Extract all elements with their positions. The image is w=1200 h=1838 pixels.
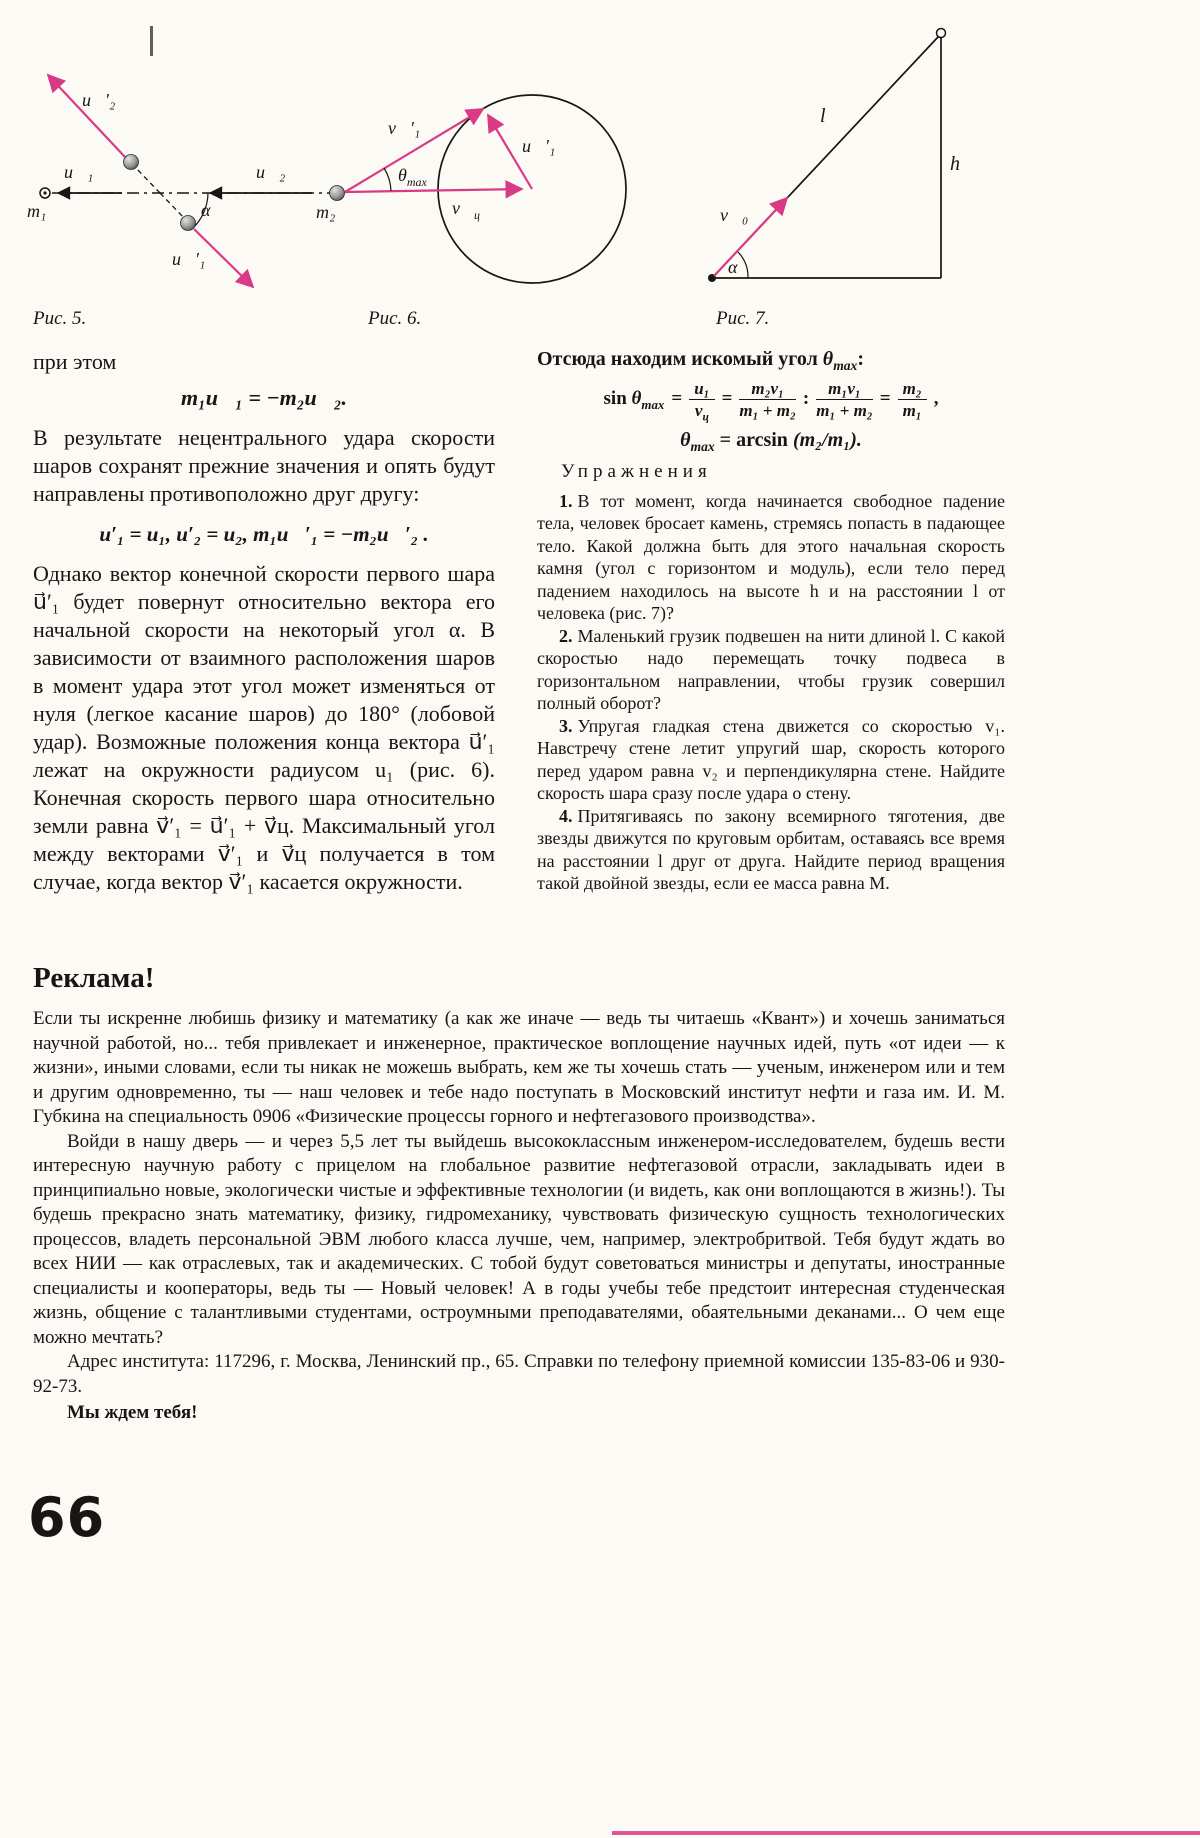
lead-text: Отсюда находим искомый угол [537, 348, 823, 370]
fraction-u1-vc: $\frac{\text{u₁}}{v_ц}$ [689, 379, 714, 421]
theta-max-label: $\theta_{max}$ [398, 165, 427, 189]
lead-colon: : [857, 348, 865, 370]
exercises-heading: Упражнения [561, 461, 712, 483]
page-number: 66 [28, 1486, 106, 1549]
exercise-item-1 [537, 490, 1005, 625]
paragraph-1: В результате нецентрального удара скорости шаров сохранят прежние значения и опять будут направлены противоположно друг другу: [33, 425, 495, 506]
sin-theta-equation [537, 378, 1005, 424]
arcsin-function: arcsin [736, 428, 788, 451]
figures-strip [0, 0, 1200, 348]
u2-label: u⃗₂ [256, 162, 286, 182]
falling-body-icon [937, 29, 946, 38]
exercise-number: 3. [559, 715, 573, 736]
v1-prime-label: v⃗′₁ [388, 118, 421, 138]
ball-2-after-icon [124, 155, 139, 170]
fig5-caption: Рис. 5. [33, 308, 87, 329]
exercise-text: Упругая гладкая стена движется со скоростью v₁. Навстречу стене летит упругий шар, скорость которого перед ударом равна v₂ и перпендикулярна стене. Найдите скорость шара сразу после удара о стену. [537, 715, 1005, 804]
fraction-m1v1: $\frac{\text{m₁v₁}}{\text{m₁ + m₂}}$ [816, 378, 873, 421]
vc-vector-arrow [345, 189, 522, 192]
section-lead [537, 348, 1005, 371]
u2-prime-label: u⃗′₂ [82, 90, 116, 110]
right-column [537, 348, 1005, 896]
vc-denominator: $v_ц$ [694, 401, 709, 424]
arcsin-argument: (m₂/m₁). [787, 428, 862, 451]
ad-closing-line: Мы ждем тебя! [67, 1402, 198, 1423]
l-label: l [820, 105, 826, 127]
u1-prime-label-fig6: u⃗′₁ [522, 136, 556, 156]
exercise-text: Притягиваясь по закону всемирного тяготения, две звезды движутся по круговым орбитам, оставаясь все время на расстоянии l друг от друга. Найдите период вращения такой двойной звезды, если ее масса равна M. [537, 805, 1005, 894]
alpha-label-fig7: α [728, 257, 738, 277]
fig7-diagram [708, 29, 960, 283]
exercise-item-4 [537, 805, 1005, 895]
exercise-item-3 [537, 715, 1005, 805]
left-column [33, 348, 495, 896]
sin-term: $\sin \theta_{max}$ [603, 388, 665, 413]
u1-label: u⃗₁ [64, 162, 94, 182]
exercise-number: 4. [559, 805, 573, 826]
equals-2: = [721, 388, 733, 410]
theta-max-lhs: $\theta_{max}$ [680, 428, 715, 454]
alpha-label: α [201, 200, 211, 220]
exercise-number: 2. [559, 625, 573, 646]
fraction-m2v1: $\frac{\text{m₂v₁}}{\text{m₁ + m₂}}$ [739, 378, 796, 421]
h-label: h [950, 153, 960, 175]
fig7-caption: Рис. 7. [716, 308, 770, 329]
m1-label: m₁ [27, 201, 47, 221]
equals-3: = [879, 388, 891, 410]
scan-artifact-bottom [612, 1831, 1200, 1835]
u1-prime-label: u⃗′₁ [172, 249, 206, 269]
exercise-number: 1. [559, 490, 573, 511]
intro-line: при этом [33, 349, 117, 374]
institute-address: Адрес института: 117296, г. Москва, Ленинский пр., 65. Справки по телефону приемной комиссии 135-83-06 и 930-92-73. [33, 1351, 1005, 1397]
ball-m2-icon [330, 186, 345, 201]
fig5-diagram [27, 75, 345, 287]
v0-label: v⃗₀ [720, 205, 749, 225]
ball-m1-center-dot [43, 191, 46, 194]
exercise-item-2 [537, 625, 1005, 715]
u2-prime-vector-arrow [48, 75, 125, 157]
article-columns [33, 348, 1005, 896]
ad-paragraph-1: Если ты искренне любишь физику и математику (а как же иначе — ведь ты читаешь «Квант») и хочешь заниматься научной работой, но... тебя привлекает и инженерное, практическое воплощение научных идей, путь «от идеи — к жизни», иными словами, если ты никак не можешь выбрать, кем же ты хочешь стать — ученым, инженером или и тем и другим одновременно, ты — наш человек и тебе надо поступать в Московский институт нефти и газа им. И. М. Губкина на специальность 0906 «Физические процессы горного и нефтегазового производства». [33, 1008, 1005, 1127]
ball-1-after-icon [181, 216, 196, 231]
ad-paragraph-2: Войди в нашу дверь — и через 5,5 лет ты выйдешь высококлассным инженером-исследователем, будешь вести интересную научную работу с прицелом на глобальное развитие нефтегазовой отрасли, закладывать идеи в принципиально новые, экологически чистые и эффективные технологии (и видеть, как они воплощаются в жизнь!). Ты будешь прекрасно знать математику, физику, гидромеханику, чувствовать физическую сущность технологических процессов, владеть персональной ЭВМ любого класса лучше, чем, например, электробритвой. Тебя будут ждать во всех НИИ — как отраслевых, так и академических. С тобой будут советоваться министры и депутаты, иностранные специалисты и кооператоры, ведь ты — Новый человек! А в годы учебы тебе предстоит интересная студенческая жизнь, общение с талантливыми студентами, остроумными преподавателями, обаятельными деканами... О чем еще можно мечтать? [33, 1130, 1005, 1348]
ad-title: Реклама! [33, 962, 155, 994]
advertisement-section [33, 962, 1005, 1426]
fraction-m2-m1: $\frac{\text{m₂}}{\text{m₁}}$ [898, 379, 927, 421]
speeds-equation: u′₁ = u₁, u′₂ = u₂, m₁u⃗′₁ = −m₂u⃗′₂ . [99, 522, 429, 546]
theta-max-symbol: $\theta_{max}$ [822, 348, 858, 373]
momentum-equation: m₁u⃗₁ = −m₂u⃗₂. [181, 385, 347, 410]
exercise-text: Маленький грузик подвешен на нити длиной l. С какой скоростью надо перемещать точку подвеса в горизонтальном направлении, чтобы грузик совершил полный оборот? [537, 625, 1005, 714]
fig6-diagram [345, 95, 626, 283]
exercise-text: В тот момент, когда начинается свободное падение тела, человек бросает камень, стремясь попасть в падающее тело. Какой должна быть для этого начальная скорость камня (угол с горизонтом и модуль), если тело перед падением находилось на высоте h и на расстоянии l от человека (рис. 7)? [537, 490, 1005, 624]
arcsin-equation: $\theta_{max} = \arcsin (m_2/m_1)$. [680, 428, 862, 454]
fig6-caption: Рис. 6. [368, 308, 422, 329]
alpha-angle-arc-fig7 [738, 252, 748, 278]
trailing-comma: , [933, 388, 939, 410]
m2-label: m₂ [316, 202, 336, 222]
vc-label: $v⃗_ц$ [452, 198, 480, 222]
division-colon: : [802, 388, 810, 410]
deflection-dashed-down [160, 193, 184, 218]
deflection-dashed-up [136, 168, 160, 193]
figures-svg [0, 16, 1200, 306]
paragraph-2: Однако вектор конечной скорости первого шара u⃗′₁ будет повернут относительно вектора его начальной скорости на некоторый угол α. В зависимости от взаимного расположения шаров в момент удара этот угол может изменяться от нуля (легкое касание шаров) до 180° (лобовой удар). Возможные положения конца вектора u⃗′₁ лежат на окружности радиусом u₁ (рис. 6). Конечная скорость первого шара относительно земли равна v⃗′₁ = u⃗′₁ + v⃗ц. Максимальный угол между векторами v⃗′₁ и v⃗ц получается в том случае, когда вектор v⃗′₁ касается окружности. [33, 561, 495, 894]
equals-1: = [671, 388, 683, 410]
theta-max-angle-arc [384, 168, 391, 191]
